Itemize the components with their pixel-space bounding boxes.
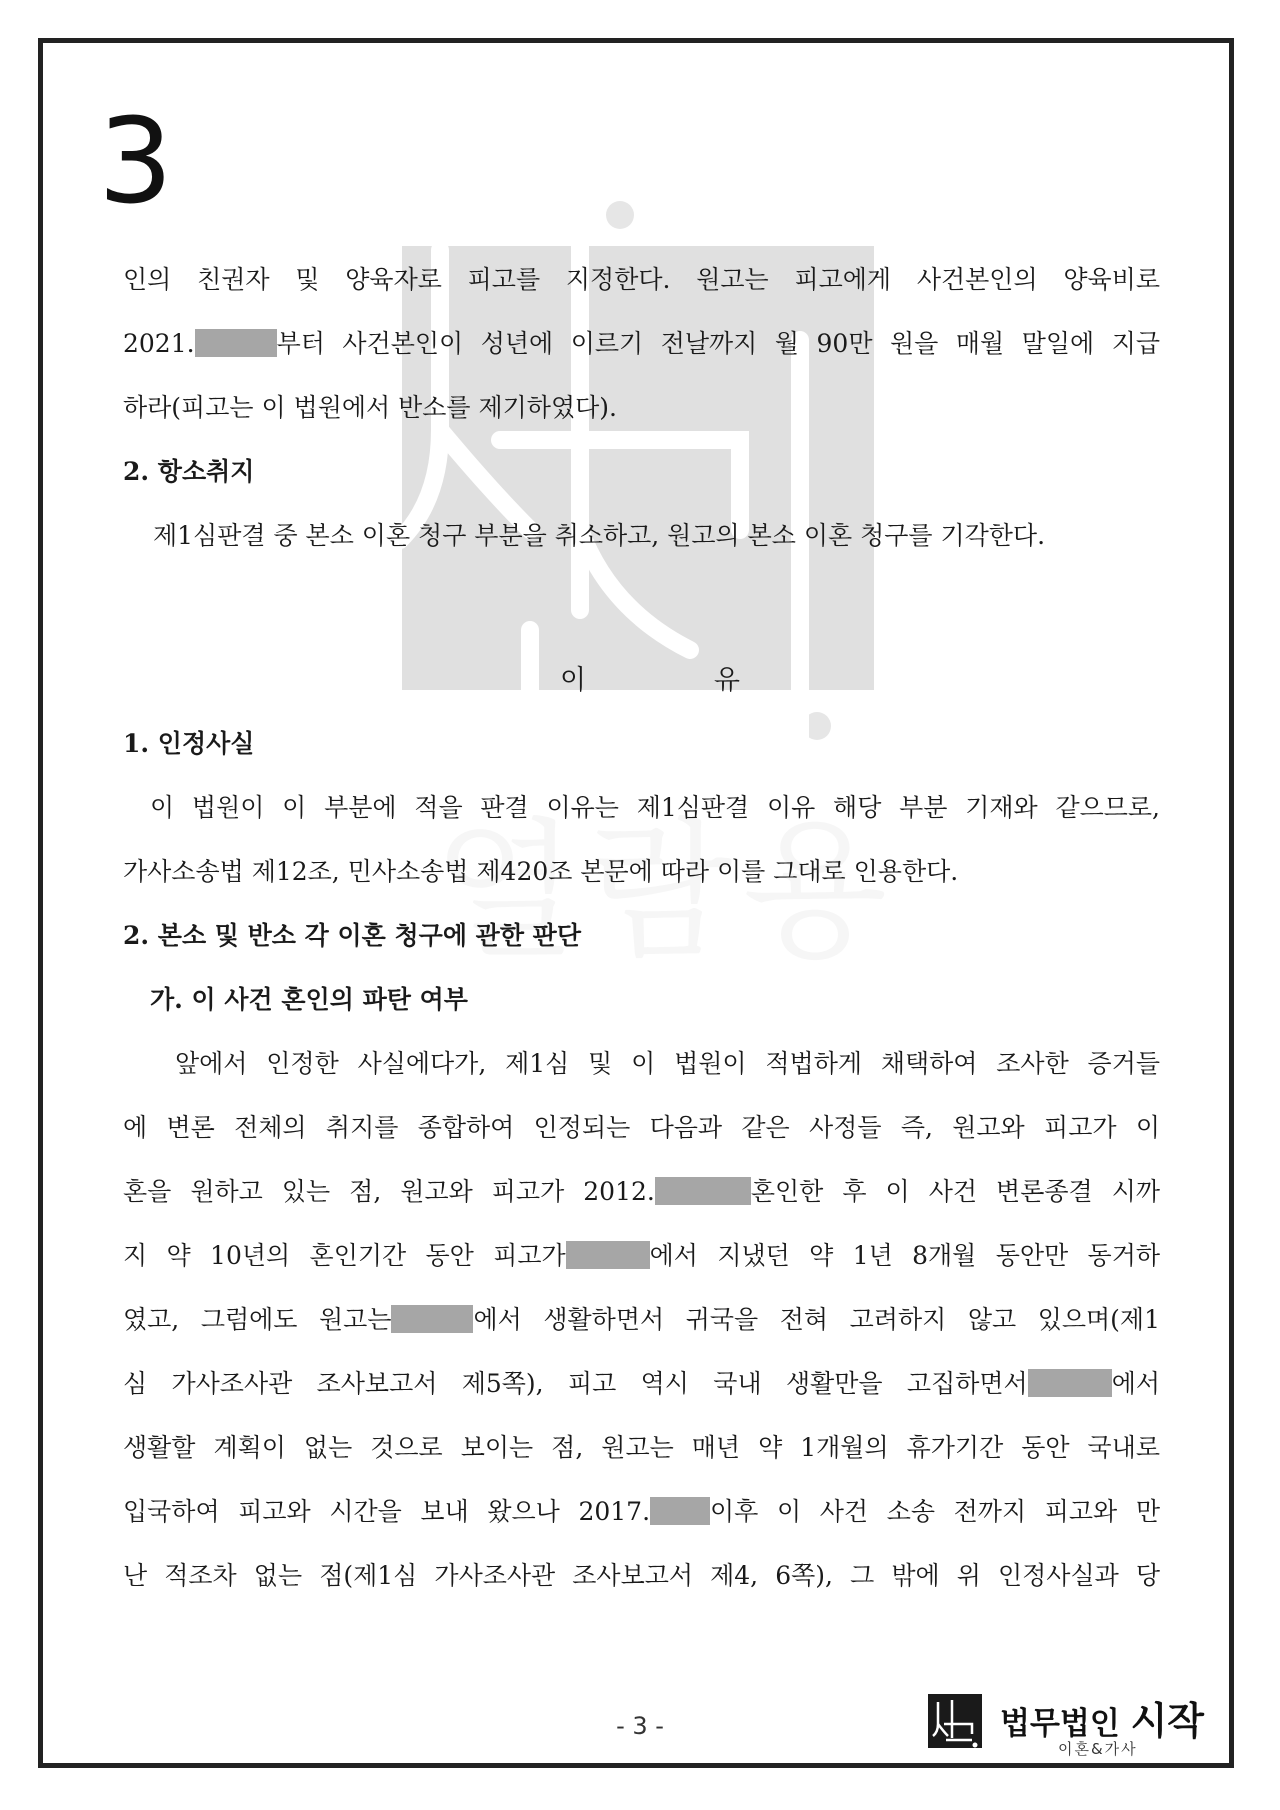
section-title-reasons: 이 유	[560, 665, 740, 696]
body-line-2: 2021. 부터 사건본인이 성년에 이르기 전날까지 월 90만 원을 매월 말일에 지급	[123, 329, 1160, 358]
body-line-12: 난 적조차 없는 점(제1심 가사조사관 조사보고서 제4, 6쪽), 그 밖에 위 인정사실과 당	[123, 1561, 1160, 1590]
subheading-breakdown: 가. 이 사건 혼인의 파탄 여부	[150, 985, 468, 1014]
redaction-box	[195, 329, 277, 357]
body-line-facts-1: 이 법원이 이 부분에 적을 판결 이유는 제1심판결 이유 해당 부분 기재와 같으므로,	[150, 793, 1160, 822]
body-line-8: 였고, 그럼에도 원고는 에서 생활하면서 귀국을 전혀 고려하지 않고 있으며(제1	[123, 1305, 1160, 1334]
body-line-10: 생활할 계획이 없는 것으로 보이는 점, 원고는 매년 약 1개월의 휴가기간 동안 국내로	[123, 1433, 1160, 1462]
redaction-box	[391, 1305, 473, 1333]
redaction-box	[566, 1241, 650, 1269]
footer-page-number: - 3 -	[616, 1712, 664, 1740]
body-line-appeal: 제1심판결 중 본소 이혼 청구 부분을 취소하고, 원고의 본소 이혼 청구를 기각한다.	[153, 521, 1046, 550]
redaction-box	[650, 1497, 710, 1525]
body-line-3: 하라(피고는 이 법원에서 반소를 제기하였다).	[123, 393, 617, 422]
body-line-4: 앞에서 인정한 사실에다가, 제1심 및 이 법원이 적법하게 채택하여 조사한 증거들	[175, 1049, 1160, 1078]
redaction-box	[1028, 1369, 1112, 1397]
body-line-6: 혼을 원하고 있는 점, 원고와 피고가 2012. 혼인한 후 이 사건 변론종결 시까	[123, 1177, 1160, 1206]
section-heading-appeal: 2. 항소취지	[123, 457, 255, 486]
page-number-badge: 3	[98, 92, 174, 230]
body-line-1: 인의 친권자 및 양육자로 피고를 지정한다. 원고는 피고에게 사건본인의 양육비로	[123, 265, 1160, 294]
section-heading-facts: 1. 인정사실	[123, 729, 255, 758]
firm-logo-icon	[928, 1694, 982, 1748]
firm-name: 법무법인 시작	[1000, 1699, 1205, 1743]
body-line-11: 입국하여 피고와 시간을 보내 왔으나 2017. 이후 이 사건 소송 전까지 피고와 만	[123, 1497, 1160, 1526]
body-line-9: 심 가사조사관 조사보고서 제5쪽), 피고 역시 국내 생활만을 고집하면서 에서	[123, 1369, 1160, 1398]
body-line-5: 에 변론 전체의 취지를 종합하여 인정되는 다음과 같은 사정들 즉, 원고와 피고가 이	[123, 1113, 1160, 1142]
body-line-7: 지 약 10년의 혼인기간 동안 피고가 에서 지냈던 약 1년 8개월 동안만 동거하	[123, 1241, 1160, 1270]
section-heading-judgment: 2. 본소 및 반소 각 이혼 청구에 관한 판단	[123, 921, 581, 950]
firm-subtitle: 이혼&가사	[1058, 1740, 1138, 1758]
redaction-box	[655, 1177, 751, 1205]
body-line-facts-2: 가사소송법 제12조, 민사소송법 제420조 본문에 따라 이를 그대로 인용한다.	[123, 857, 959, 886]
